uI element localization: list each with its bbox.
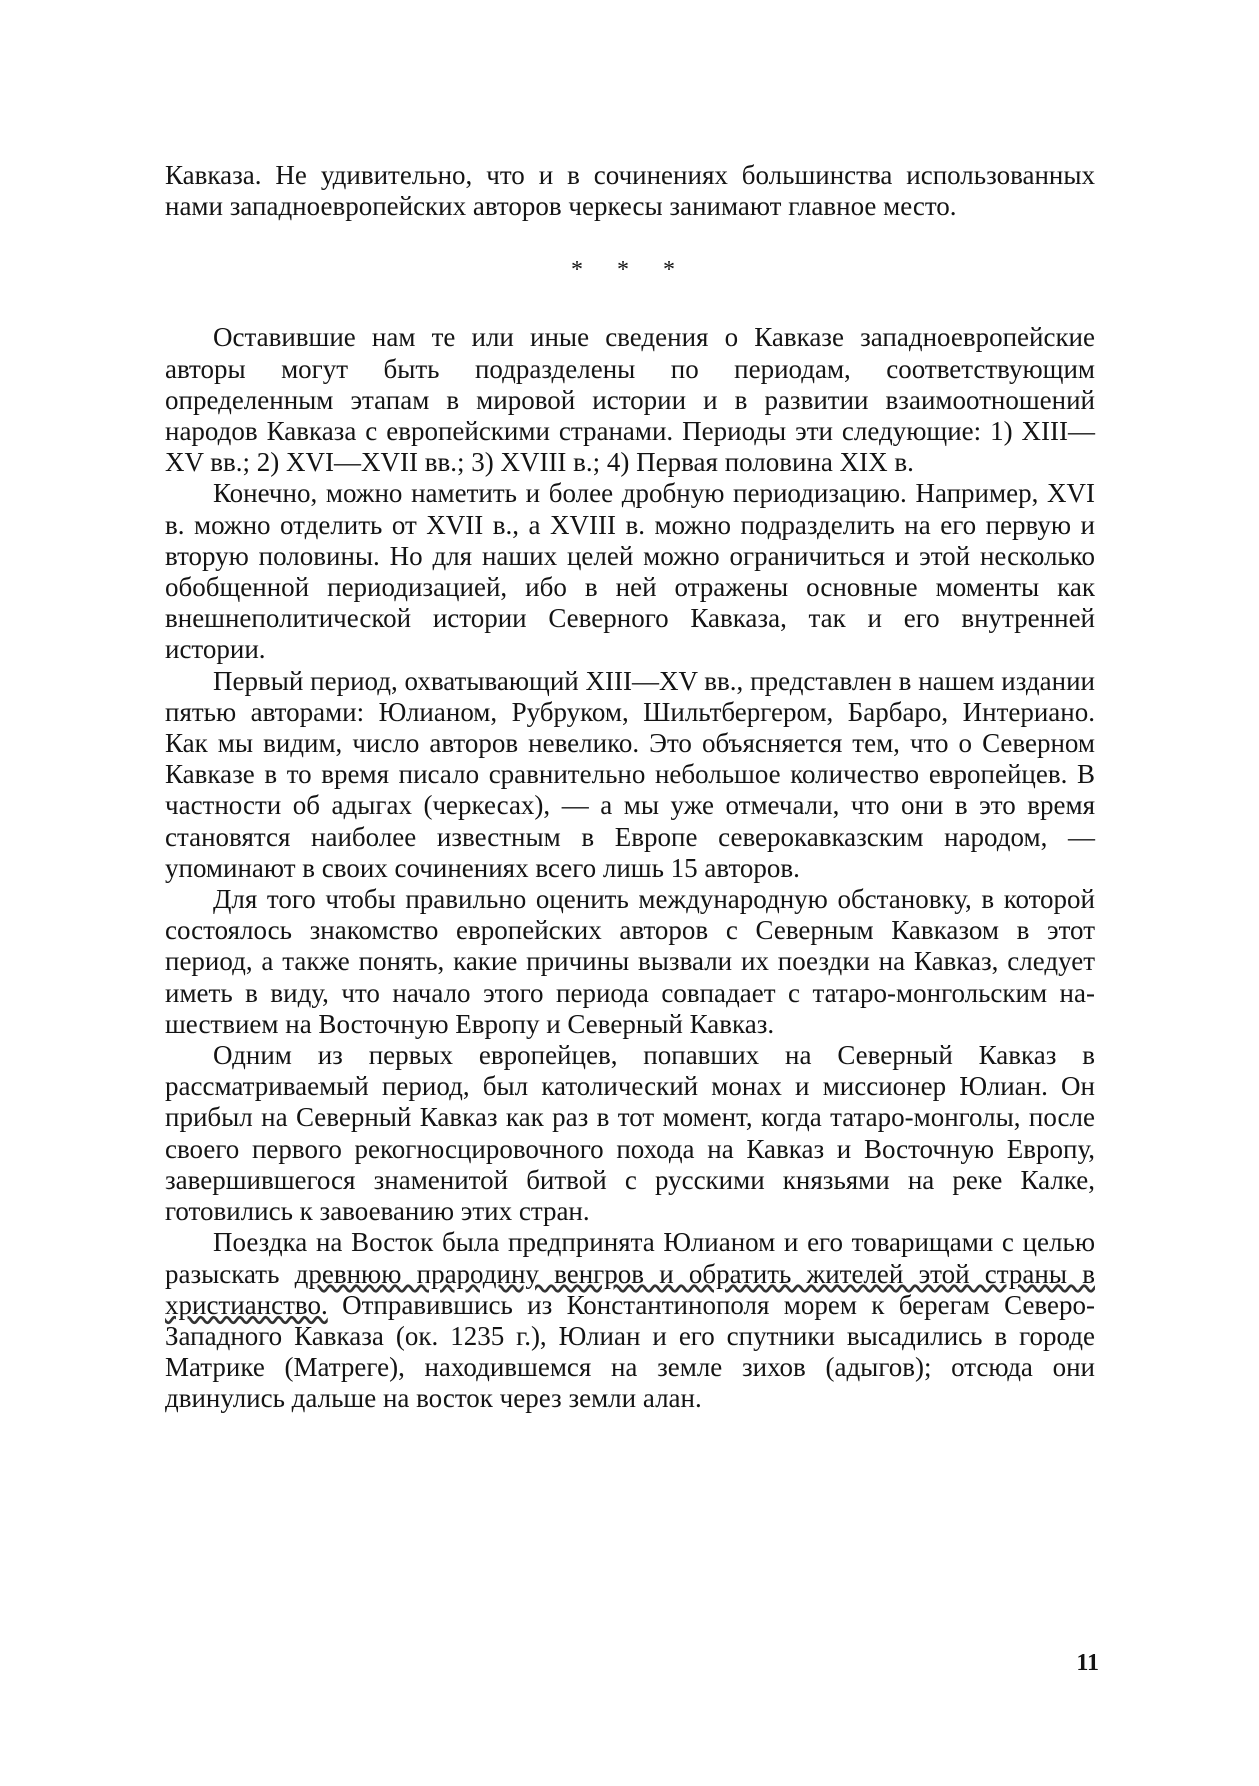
paragraph-journey	[165, 1227, 1095, 1414]
journey-text-before: Поездка на Восток была предпринята Юлианом и его товарищами с целью разыскать	[165, 1227, 1095, 1289]
paragraph-julian: Одним из первых европейцев, попавших на Северный Кавказ в рассматриваемый период, был католический монах и миссионер Юлиан. Он прибыл на Северный Кавказ как раз в тот момент, когда татаро-монголы, после своего первого рекогносцировочного похода на Кавказ и Восточную Европу, завершившегося знаменитой битвой с русскими князьями на реке Калке, готовились к завоеванию этих стран.	[165, 1040, 1095, 1227]
paragraph-first-period: Первый период, охватывающий XIII—XV вв., представлен в нашем издании пятью авторами: Юлианом, Рубруком, Шильтбергером, Барбаро, Интериано. Как мы видим, число авторов невелико. Это объясняется тем, что о Северном Кавказе в то время писало сравнительно небольшое количество европейцев. В частности об адыгах (черкесах), — а мы уже отмечали, что они в это время становятся наиболее известным в Европе северокавказским народом, — упоминают в своих сочинениях всего лишь 15 авторов.	[165, 665, 1095, 883]
intro-paragraph: Кавказа. Не удивительно, что и в сочинениях большинства использованных нами западноевропейских авторов черкесы занимают главное место.	[165, 160, 1095, 222]
journey-text-after: Отправившись из Константинополя морем к берегам Северо-Западного Кавказа (ок. 1235 г.), Юлиан и его спутники высадились в городе Матрике (Матреге), находившемся на земле зихов (адыгов); отсюда они двинулись дальше на восток через земли алан.	[165, 1289, 1095, 1414]
paragraph-periodization: Конечно, можно наметить и более дробную периодизацию. Например, XVI в. можно отделить от XVII в., а XVIII в. можно подразделить на его первую и вторую половины. Но для наших целей можно ограничиться и этой несколько обобщенной периодизацией, ибо в ней отражены основные моменты как внешнеполитической истории Северного Кавказа, так и его внутренней истории.	[165, 478, 1095, 665]
journey-underlined-text: древнюю прародину венгров и обратить жителей этой страны в христианство.	[165, 1258, 1095, 1320]
paragraph-periods: Оставившие нам те или иные сведения о Кавказе западноевропейские авторы могут быть подразделены по периодам, соответствующим определенным этапам в мировой истории и в развитии взаимоотношений народов Кавказа с европейскими странами. Периоды эти следующие: 1) XIII—XV вв.; 2) XVI—XVII вв.; 3) XVIII в.; 4) Первая половина XIX в.	[165, 322, 1095, 478]
section-separator: * * *	[571, 257, 689, 284]
page-number: 11	[1076, 1650, 1099, 1676]
paragraph-international-situation: Для того чтобы правильно оценить международную обстановку, в которой состоялось знакомство европейских авторов с Северным Кавказом в этот период, а также понять, какие причины вызвали их поездки на Кавказ, следует иметь в виду, что начало этого периода совпадает с татаро-монгольским нашествием на Восточную Европу и Северный Кавказ.	[165, 884, 1095, 1039]
page-body	[165, 160, 1095, 1415]
